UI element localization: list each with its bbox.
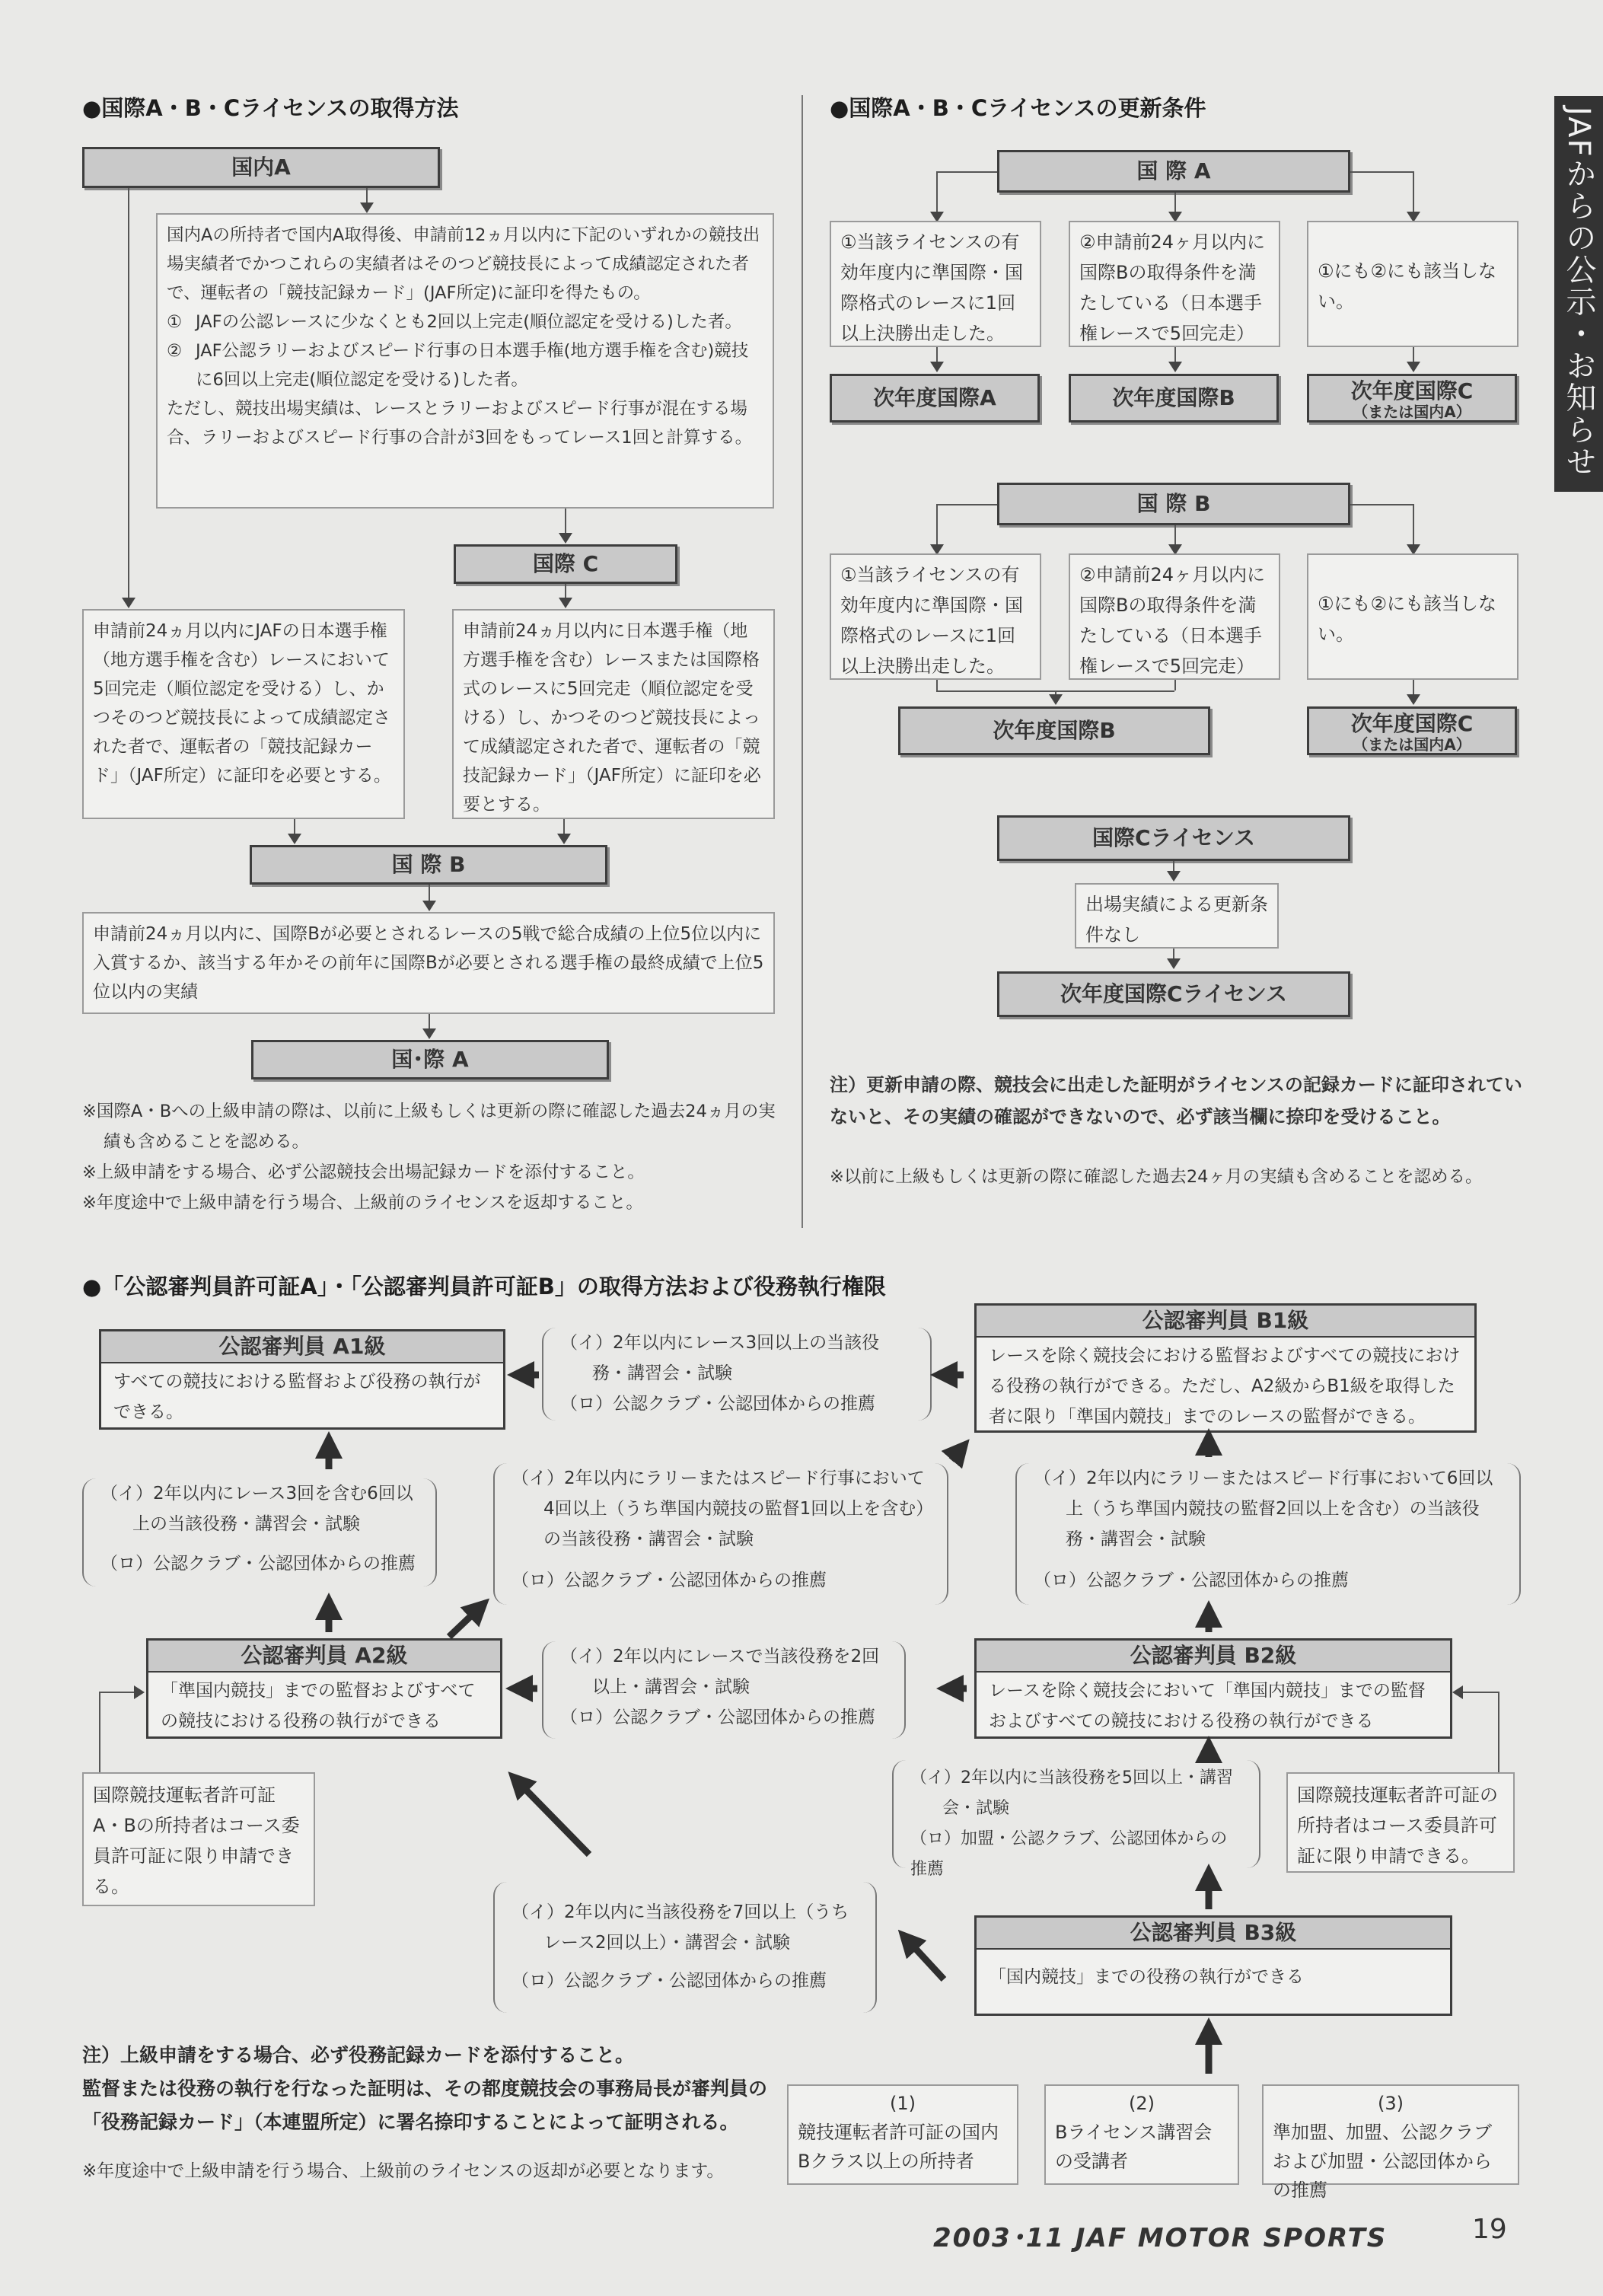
entry-2 <box>1044 2084 1239 2185</box>
left-note-3: ※年度途中で上級申請を行う場合、上級前のライセンスを返却すること。 <box>82 1193 643 1213</box>
cond-a2-to-b1-i: （イ）2年以内にラリーまたはスピード行事において4回以上（うち準国内競技の監督1回以上を含む）の当該役務・講習会・試験 <box>511 1468 925 1549</box>
renew-a-cond-1: ①当該ライセンスの有効年度内に準国際・国際格式のレースに1回以上決勝出走した。 <box>830 221 1041 347</box>
renew-a-result-c-label: 次年度国際C <box>1350 378 1474 403</box>
entry-1 <box>787 2084 1018 2185</box>
item1-num: ① <box>167 312 183 332</box>
left-note-2: ※上級申請をする場合、必ず公認競技会出場記録カードを添付すること。 <box>82 1162 645 1182</box>
cond-a2-to-a1-ro: （ロ）公認クラブ・公認団体からの推薦 <box>100 1554 416 1574</box>
side-note-left: 国際競技運転者許可証A・Bの所持者はコース委員許可証に限り申請できる。 <box>82 1772 315 1906</box>
kokusai-a-box: 国･際 A <box>251 1040 609 1079</box>
a1-text: すべての競技における監督および役務の執行ができる。 <box>113 1372 481 1422</box>
side-tab-label: JAFからの公示・お知らせ <box>1561 107 1596 478</box>
b2-text: レースを除く競技会において「準国内競技」までの監督およびすべての競技における役務の執行ができる <box>989 1681 1426 1731</box>
entry-3-num: (3) <box>1378 2093 1404 2114</box>
renew-a-result-b: 次年度国際B <box>1069 374 1279 423</box>
cond-b1-to-a1-i: （イ）2年以内にレース3回以上の当該役務・講習会・試験 <box>560 1333 880 1383</box>
cond-b1-to-a1-ro: （ロ）公認クラブ・公認団体からの推薦 <box>560 1394 875 1414</box>
requirements-main: 国内Aの所持者で国内A取得後、申請前12ヵ月以内に下記のいずれかの競技出場実績者でかつこれらの実績者はそのつど競技長によって成績認定された者で、運転者の「競技記録カード」(JAF所定)に証印を得たもの。 <box>167 225 760 303</box>
b1-title: 公認審判員 B1級 <box>977 1306 1474 1338</box>
requirements-note: ただし、競技出場実績は、レースとラリーおよびスピード行事が混在する場合、ラリーおよびスピード行事の合計が3回をもってレース1回と計算する。 <box>167 399 753 448</box>
requirements-item2: JAF公認ラリーおよびスピード行事の日本選手権(地方選手権を含む)競技に6回以上完走(順位認定を受ける)した者。 <box>196 341 749 390</box>
renew-b-cond-3: ①にも②にも該当しない。 <box>1307 553 1519 680</box>
renew-a-cond-2: ②申請前24ヶ月以内に国際Bの取得条件を満たしている（日本選手権レースで5回完走） <box>1069 221 1280 347</box>
cond-a2-to-a1-i: （イ）2年以内にレース3回を含む6回以上の当該役務・講習会・試験 <box>100 1484 413 1534</box>
renew-b-result-c-sub: （または国内A） <box>1353 735 1471 754</box>
entry-2-num: (2) <box>1129 2093 1155 2114</box>
kokusai-b-box: 国 際 B <box>250 845 607 885</box>
renew-a-result-a: 次年度国際A <box>830 374 1040 423</box>
cond-b2-to-b1-ro: （ロ）公認クラブ・公認団体からの推薦 <box>1034 1571 1349 1590</box>
item2-num: ② <box>167 341 183 361</box>
entry-1-num: (1) <box>890 2093 916 2114</box>
kokunai-a-box: 国内A <box>82 147 440 188</box>
renew-b-result-c-label: 次年度国際C <box>1350 711 1474 736</box>
b2-title: 公認審判員 B2級 <box>977 1641 1450 1673</box>
arrow-cond-to-b1 <box>951 1449 961 1460</box>
a1-title: 公認審判員 A1級 <box>101 1331 503 1363</box>
cond-b3-to-a2-ro: （ロ）公認クラブ・公認団体からの推薦 <box>511 1971 827 1991</box>
b3-title: 公認審判員 B3級 <box>977 1918 1450 1950</box>
a2-text: 「準国内競技」までの監督およびすべての競技における役務の執行ができる <box>161 1681 476 1731</box>
c-license-next: 次年度国際Cライセンス <box>997 971 1350 1017</box>
renew-b-result-b: 次年度国際B <box>898 706 1210 755</box>
side-note-right: 国際競技運転者許可証の所持者はコース委員許可証に限り申請できる。 <box>1286 1772 1515 1873</box>
left-note-1: ※国際A・Bへの上級申請の際は、以前に上級もしくは更新の際に確認した過去24ヵ月の実績も含めることを認める。 <box>82 1102 776 1152</box>
c-license-header: 国際Cライセンス <box>997 815 1350 861</box>
bottom-note-1: 注）上級申請をする場合、必ず役務記録カードを添付すること。 <box>82 2044 635 2066</box>
requirements-item1: JAFの公認レースに少なくとも2回以上完走(順位認定を受ける)した者。 <box>196 312 742 332</box>
left-section-title: ●国際A・B・Cライセンスの取得方法 <box>82 95 459 121</box>
footer-page-number: 19 <box>1472 2214 1507 2245</box>
cond-b3-to-b2-ro: （ロ）加盟・公認クラブ、公認団体からの推薦 <box>910 1829 1228 1879</box>
entry-3 <box>1262 2084 1519 2201</box>
arrow-cond-to-a2-diag <box>518 1781 589 1854</box>
arrow-b3-to-cond <box>907 1940 944 1979</box>
kokusai-c-box: 国際 C <box>454 544 677 584</box>
route-left-text: 申請前24ヵ月以内にJAFの日本選手権（地方選手権を含む）レースにおいて5回完走（順位認定を受ける）し、かつそのつど競技長によって成績認定された者で、運転者の「競技記録カード」（JAF所定）に証印を必要とする。 <box>82 609 405 819</box>
b3-text: 「国内競技」までの役務の執行ができる <box>989 1967 1304 1987</box>
a2-title: 公認審判員 A2級 <box>148 1641 500 1673</box>
cond-b3-to-a2-i: （イ）2年以内に当該役務を7回以上（うちレース2回以上）・講習会・試験 <box>511 1902 849 1953</box>
kokusai-b-requirements: 申請前24ヵ月以内に、国際Bが必要とされるレースの5戦で総合成績の上位5位以内に入賞するか、該当する年かその前年に国際Bが必要とされる選手権の最終成績で上位5位以内の実績 <box>82 912 775 1014</box>
renew-a-header: 国 際 A <box>997 150 1350 193</box>
b1-text: レースを除く競技会における監督およびすべての競技における役務の執行ができる。ただし、A2級からB1級を取得した者に限り「準国内競技」までのレースの監督ができる。 <box>989 1346 1461 1427</box>
bottom-section-title: ●「公認審判員許可証A」・「公認審判員許可証B」の取得方法および役務執行権限 <box>82 1274 886 1299</box>
cond-b3-to-b2-i: （イ）2年以内に当該役務を5回以上・講習会・試験 <box>910 1768 1233 1818</box>
right-section-title: ●国際A・B・Cライセンスの更新条件 <box>830 95 1206 121</box>
cond-b2-to-a2-i: （イ）2年以内にレースで当該役務を2回以上・講習会・試験 <box>560 1647 880 1697</box>
route-right-text: 申請前24ヵ月以内に日本選手権（地方選手権を含む）レースまたは国際格式のレースに5回完走（順位認定を受ける）し、かつそのつど競技長によって成績認定された者で、運転者の「競技記録カード」（JAF所定）に証印を必要とする。 <box>452 609 775 819</box>
footer-magazine: 2003･11 JAF MOTOR SPORTS <box>933 2223 1388 2253</box>
entry-1-text: 競技運転者許可証の国内Bクラス以上の所持者 <box>798 2122 999 2172</box>
c-license-cond: 出場実績による更新条件なし <box>1075 883 1279 949</box>
entry-2-text: Bライセンス講習会の受講者 <box>1055 2122 1213 2172</box>
cond-b2-to-a2-ro: （ロ）公認クラブ・公認団体からの推薦 <box>560 1708 875 1727</box>
renew-a-result-c-sub: （または国内A） <box>1353 403 1471 421</box>
renew-a-cond-3: ①にも②にも該当しない。 <box>1307 221 1519 347</box>
bottom-note-2: 監督または役務の執行を行なった証明は、その都度競技会の事務局長が審判員の「役務記録カード」（本連盟所定）に署名捺印することによって証明される。 <box>82 2078 768 2133</box>
entry-3-text: 準加盟、加盟、公認クラブおよび加盟・公認団体からの推薦 <box>1273 2122 1492 2201</box>
renew-b-header: 国 際 B <box>997 483 1350 525</box>
renew-b-cond-1: ①当該ライセンスの有効年度内に準国際・国際格式のレースに1回以上決勝出走した。 <box>830 553 1041 680</box>
arrow-a2-diag <box>449 1608 480 1637</box>
right-note: ※以前に上級もしくは更新の際に確認した過去24ヶ月の実績も含めることを認める。 <box>830 1167 1483 1187</box>
renew-b-cond-2: ②申請前24ヶ月以内に国際Bの取得条件を満たしている（日本選手権レースで5回完走） <box>1069 553 1280 680</box>
right-note-bold: 注）更新申請の際、競技会に出走した証明がライセンスの記録カードに証印されていないと、その実績の確認ができないので、必ず該当欄に捺印を受けること。 <box>830 1074 1522 1127</box>
cond-b2-to-b1-i: （イ）2年以内にラリーまたはスピード行事において6回以上（うち準国内競技の監督2回以上を含む）の当該役務・講習会・試験 <box>1034 1468 1493 1549</box>
bottom-note-3: ※年度途中で上級申請を行う場合、上級前のライセンスの返却が必要となります。 <box>82 2161 725 2181</box>
cond-a2-to-b1-ro: （ロ）公認クラブ・公認団体からの推薦 <box>511 1571 827 1590</box>
